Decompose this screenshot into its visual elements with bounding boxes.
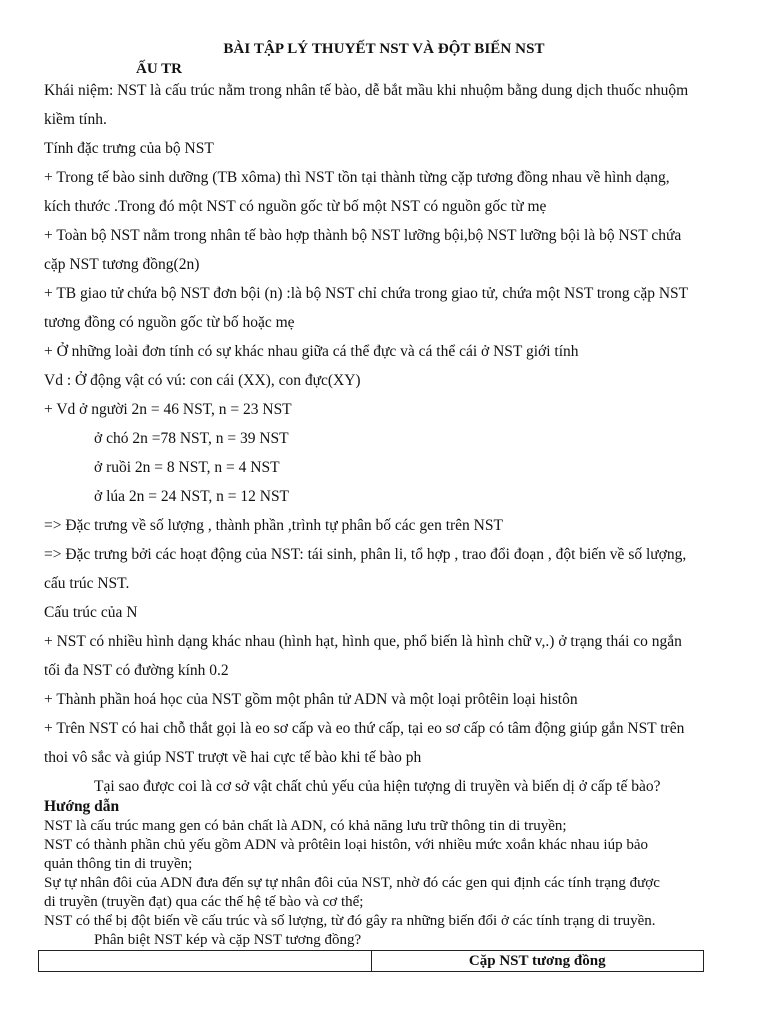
text-line: Khái niệm: NST là cấu trúc nằm trong nhân tế bào, dễ bắt mầu khi nhuộm bằng dung dịch thuốc nhuộm [44, 82, 689, 99]
guide-line: NST có thành phần chủ yếu gồm ADN và prôtêin loại histôn, với nhiều mức xoắn khác nhau iúp bảo [44, 837, 649, 853]
text-line: + Thành phần hoá học của NST gồm một phân tử ADN và một loại prôtêin loại histôn [44, 691, 578, 708]
text-line: thoi vô sắc và giúp NST trượt về hai cực tế bào khi tế bào ph [44, 749, 422, 766]
text-line: + Trên NST có hai chỗ thắt gọi là eo sơ cấp và eo thứ cấp, tại eo sơ cấp có tâm động giúp gắn NST trên [44, 720, 685, 737]
table-header-cell [39, 951, 372, 971]
text-line: kích thước .Trong đó một NST có nguồn gốc từ bố một NST có nguồn gốc từ mẹ [44, 198, 547, 215]
text-line: tối đa NST có đường kính 0.2 [44, 662, 229, 679]
text-line: + Vd ở người 2n = 46 NST, n = 23 NST [44, 401, 292, 418]
text-line: kiềm tính. [44, 111, 107, 128]
document-title: BÀI TẬP LÝ THUYẾT NST VÀ ĐỘT BIẾN NST [223, 41, 545, 57]
text-line: Vd : Ở động vật có vú: con cái (XX), con đực(XY) [44, 372, 361, 389]
guide-line: Sự tự nhân đôi của ADN đưa đến sự tự nhân đôi của NST, nhờ đó các gen qui định các tính trạng được [44, 875, 660, 891]
question-line: Tại sao được coi là cơ sở vật chất chủ yếu của hiện tượng di truyền và biến dị ở cấp tế bào? [94, 778, 661, 795]
text-line: + TB giao tử chứa bộ NST đơn bội (n) :là bộ NST chỉ chứa trong giao tử, chứa một NST trong cặp NST [44, 285, 689, 302]
guide-line: NST có thể bị đột biến về cấu trúc và số lượng, từ đó gây ra những biến đổi ở các tính trạng di truyền. [44, 913, 656, 929]
question-line: Phân biệt NST kép và cặp NST tương đồng? [94, 932, 362, 948]
guide-heading: Hướng dẫn [44, 798, 120, 815]
guide-line: di truyền (truyền đạt) qua các thế hệ tế bào và cơ thể; [44, 894, 364, 910]
text-line: cặp NST tương đồng(2n) [44, 256, 200, 273]
text-line: + Trong tế bào sinh dưỡng (TB xôma) thì NST tồn tại thành từng cặp tương đồng nhau về hình dạng, [44, 169, 670, 186]
section-heading: Tính đặc trưng của bộ NST [44, 140, 214, 157]
text-line: ở ruồi 2n = 8 NST, n = 4 NST [94, 459, 280, 476]
section-heading: Cấu trúc của N [44, 604, 138, 621]
table-header-cell: Cặp NST tương đồng [468, 953, 606, 969]
text-line: + Toàn bộ NST nằm trong nhân tế bào hợp thành bộ NST lưỡng bội,bộ NST lưỡng bội là bộ NST chứa [44, 227, 682, 244]
text-line: ở lúa 2n = 24 NST, n = 12 NST [94, 488, 290, 505]
text-line: => Đặc trưng về số lượng , thành phần ,trình tự phân bố các gen trên NST [44, 517, 503, 534]
comparison-table [38, 950, 704, 972]
text-line: + NST có nhiều hình dạng khác nhau (hình hạt, hình que, phổ biến là hình chữ v,.) ở trạng thái co ngắn [44, 633, 682, 650]
text-line: cấu trúc NST. [44, 575, 130, 592]
text-line: + Ở những loài đơn tính có sự khác nhau giữa cá thể đực và cá thể cái ở NST giới tính [44, 343, 579, 360]
guide-line: NST là cấu trúc mang gen có bản chất là ADN, có khả năng lưu trữ thông tin di truyền; [44, 818, 567, 834]
text-line: tương đồng có nguồn gốc từ bố hoặc mẹ [44, 314, 295, 331]
document-title-continued: ẤU TR [136, 61, 182, 77]
guide-line: quản thông tin di truyền; [44, 856, 193, 872]
text-line: ở chó 2n =78 NST, n = 39 NST [94, 430, 289, 447]
text-line: => Đặc trưng bởi các hoạt động của NST: tái sinh, phân li, tổ hợp , trao đổi đoạn , đột biến về số lượng, [44, 546, 687, 563]
